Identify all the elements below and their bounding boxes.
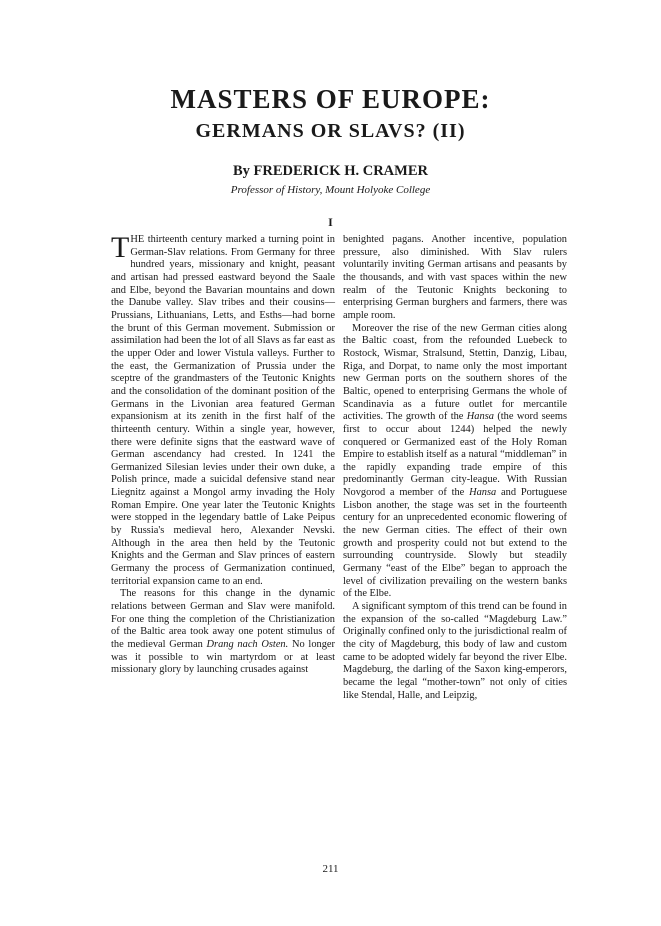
left-paragraph-2-text: The reasons for this change in the dynamic relations between German and Slav were manifold. For one thing the completion of the Christianization of the Baltic area took away one potent stimulus of the medieval German [111, 588, 335, 650]
article-subtitle: GERMANS OR SLAVS? (II) [195, 120, 466, 142]
left-paragraph-2-tail: No longer was it possible to win martyrdom or at least missionary glory by launching crusades against [111, 639, 335, 676]
author-affiliation: Professor of History, Mount Holyoke College [230, 184, 431, 196]
italic-hansa-1: Hansa [466, 411, 494, 423]
left-paragraph-2 [111, 588, 335, 677]
right-paragraph-2-text-c: and Portuguese Lisbon another, the stage was set in the fourteenth century for an unprecedented economic flowering of the new German cities. The effect of their own growth and prosperity could not but extend to the surrounding countryside. Slowly but steadily Germany “east of the Elbe” began to approach the level of civilization prevailing on the western banks of the Elbe. [343, 487, 567, 600]
right-paragraph-3: A significant symptom of this trend can be found in the expansion of the so-called “Magdeburg Law.” Originally confined only to the jurisdictional realm of the city of Magdeburg, this body of law and custom came to be adopted widely far beyond the river Elbe. Magdeburg, the darling of the Saxon king-emperors, became the legal “mother-town” not only of cities like Stendal, Halle, and Leipzig, [343, 601, 567, 701]
left-paragraph-1-text: HE thirteenth century marked a turning point in German-Slav relations. From Germany for three hundred years, missionary and knight, peasant and artisan had pressed eastward beyond the Saale and Elbe, beyond the Bavarian mountains and down the Danube valley. Slav tribes and their cousins—Prussians, Lithuanians, Letts, and Esths—had borne the brunt of this German movement. Submission or assimilation had been the lot of all Slavs as far east as the upper Oder and lower Vistula valleys. Further to the east, the Germanization of Prussia under the sceptre of the grandmasters of the Teutonic Knights and the consolidation of the dominant position of the Germans in the Livonian area featured German expansionism at its zenith in the first half of the thirteenth century. Within a single year, however, there were definite signs that the eastward wave of German ascendancy had crested. In 1241 the Germanized Silesian levies under their own duke, a Polish prince, made a suicidal defensive stand near Liegnitz against a Mongol army invading the Holy Roman Empire. One year later the Teutonic Knights were stopped in the legendary battle of Lake Peipus by Russia's medieval hero, Alexander Nevski. Although in the area then held by the Teutonic Knights and the German and Slav princes of eastern Germany the process of Germanization continued, territorial expansion came to an end. [111, 234, 335, 587]
drop-cap: T [111, 231, 130, 264]
italic-hansa-2: Hansa [469, 487, 497, 499]
section-number: I [328, 215, 333, 229]
author-byline: By FREDERICK H. CRAMER [233, 163, 428, 179]
article-title: MASTERS OF EUROPE: [170, 84, 491, 114]
right-paragraph-2-text-a: Moreover the rise of the new German cities along the Baltic coast, from the refounded Luebeck to Rostock, Wismar, Stralsund, Stettin, Danzig, Libau, Riga, and Dorpat, to name only the most important new German ports on the southern shores of the Baltic, opened to enterprising Germans the whole of Scandinavia as a future outlet for mercantile activities. The growth of the [343, 322, 567, 423]
right-column [343, 234, 567, 702]
left-column [111, 231, 335, 677]
right-paragraph-2-text-b: (the word seems first to occur about 1244) helped the newly conquered or Germanized east of the Holy Roman Empire to establish itself as a natural “middleman” in the rapidly expanding trade empire of this predominantly German city-league. With Russian Novgorod a member of the [343, 411, 567, 499]
right-paragraph-2 [343, 323, 567, 601]
left-paragraph-1 [111, 231, 335, 588]
italic-phrase: Drang nach Osten. [206, 639, 289, 650]
right-paragraph-1: benighted pagans. Another incentive, population pressure, also diminished. With Slav rulers voluntarily inviting German artisans and peasants by the thousands, and with vast spaces within the new realm of the Teutonic Knights beckoning to enterprising German burghers and farmers, there was ample room. [343, 234, 567, 321]
page-number: 211 [322, 863, 339, 875]
